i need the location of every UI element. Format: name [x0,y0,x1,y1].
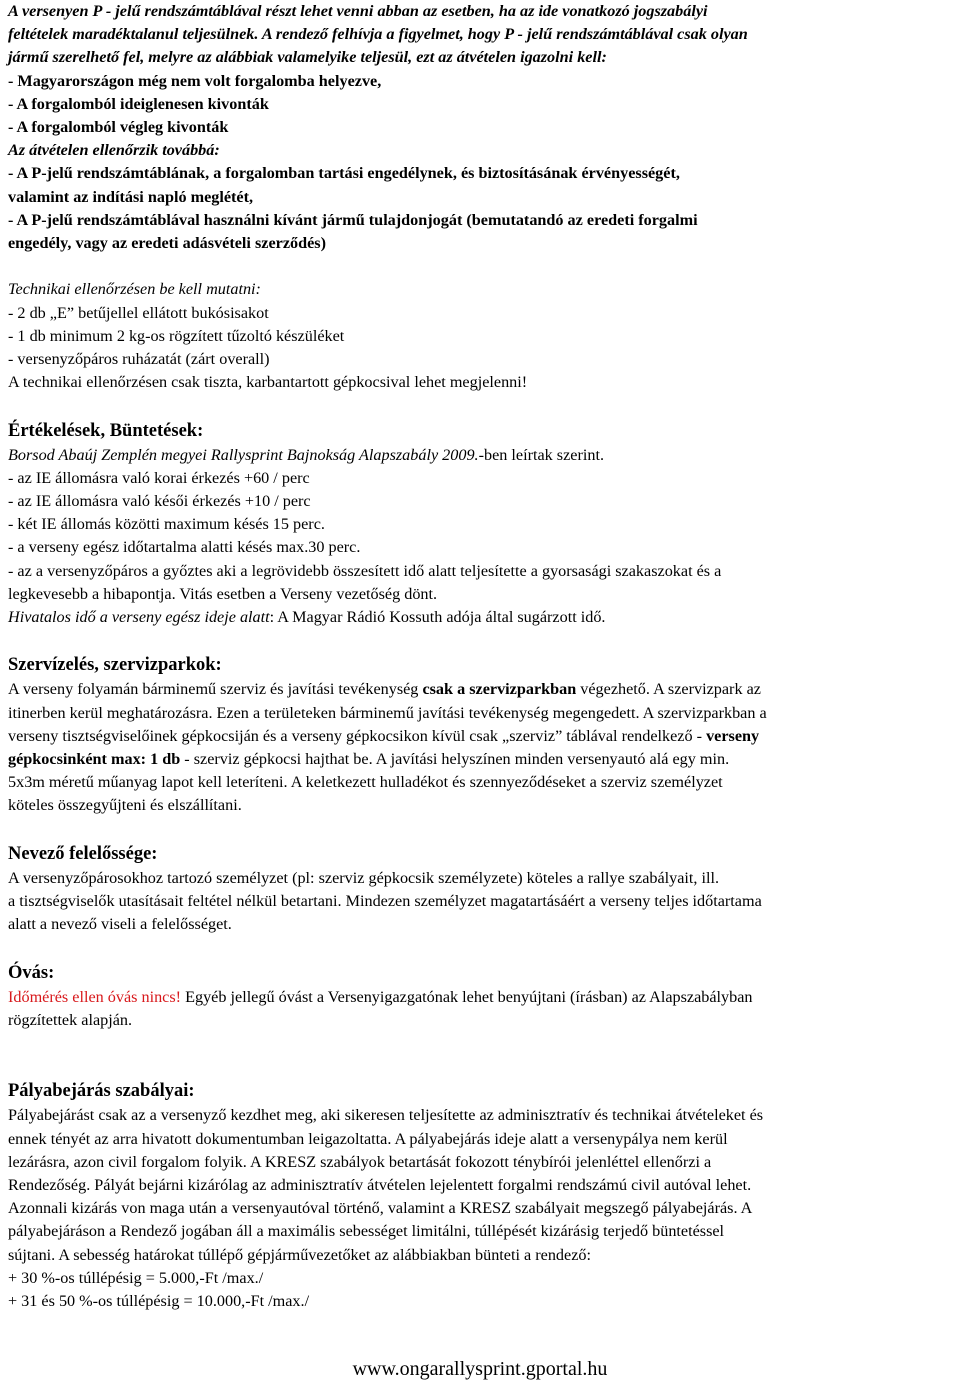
service-text: verseny tisztségviselőinek gépkocsiján és a verseny gépkocsikon kívül csak „szerviz” táblával rendelkező - [8,726,707,745]
technical-line: - 2 db „E” betűjellel ellátott bukósisakot [8,303,269,322]
service-text: végezhető. A szervizpark az [576,680,761,699]
reference-title: Borsod Abaúj Zemplén megyei Rallysprint Bajnokság Alapszabály 2009. [8,445,479,464]
service-text: A verseny folyamán bárminemű szerviz és javítási tevékenység [8,680,423,699]
scoring-line: - az IE állomásra való korai érkezés +60 / perc [8,468,310,487]
service-line [8,678,952,701]
official-time-label: Hivatalos idő a verseny egész ideje alatt [8,608,270,627]
intro-line: - Magyarországon még nem volt forgalomba helyezve, [8,71,382,90]
intro-line: - A P-jelű rendszámtáblával használni kívánt jármű tulajdonjogát (bemutatandó az eredeti forgalmi [8,210,698,229]
service-line [8,748,952,771]
protest-line: rögzítettek alapján. [8,1010,133,1029]
scoring-line: - az a versenyzőpáros a győztes aki a legrövidebb összesített idő alatt teljesítette a gyorsasági szakaszokat és a [8,561,722,580]
protest-text: Egyéb jellegű óvást a Versenyigazgatónak lehet benyújtani (írásban) az Alapszabályban [181,987,753,1006]
scoring-heading: Értékelések, Büntetések: [8,420,204,441]
service-emphasis: csak a szervizparkban [422,680,577,699]
scoring-line: - az IE állomásra való késői érkezés +10 / perc [8,492,311,511]
service-line [8,725,952,748]
entrant-line: a tisztségviselők utasításait feltétel nélkül betartani. Mindezen személyzet magatartásáért a verseny teljes időtartama [8,892,762,911]
recon-section [8,1078,952,1313]
intro-line: - A forgalomból végleg kivonták [8,118,229,137]
recon-line: ennek tényét az arra hivatott dokumentumban leigazoltatta. A pályabejárás ideje alatt a versenypálya nem kerül [8,1129,728,1148]
technical-line: - 1 db minimum 2 kg-os rögzített tűzoltó készüléket [8,326,345,345]
intro-line: Az átvételen ellenőrzik továbbá: [8,141,220,160]
scoring-line: legkevesebb a hibapontja. Vitás esetben a Verseny vezetőség dönt. [8,584,438,603]
technical-section [8,278,952,394]
protest-warning: Időmérés ellen óvás nincs! [8,987,182,1006]
intro-line: valamint az indítási napló meglétét, [8,187,254,206]
scoring-reference [8,444,952,467]
technical-line: - versenyzőpáros ruházatát (zárt overall) [8,350,270,369]
intro-line: A versenyen P - jelű rendszámtáblával részt lehet venni abban az esetben, ha az ide vonatkozó jogszabályi [8,2,708,20]
recon-line: + 31 és 50 %-os túllépésig = 10.000,-Ft /max./ [8,1292,310,1311]
service-line: itinerben kerül meghatározásra. Ezen a területeken bárminemű javítási tevékenység megengedett. A szervizparkban a [8,703,767,722]
intro-line: - A forgalomból ideiglenesen kivonták [8,94,269,113]
intro-section [8,0,952,255]
protest-section [8,960,952,1032]
reference-suffix: -ben leírtak szerint. [478,445,605,464]
recon-line: lezárásra, azon civil forgalom folyik. A KRESZ szabályok betartását fokozott ténybírói jelenléttel ellenőrzi a [8,1152,712,1171]
footer-url[interactable]: www.ongarallysprint.gportal.hu [352,1358,608,1380]
service-line: 5x3m méretű műanyag lapot kell leteríteni. A keletkezett hulladékot és szennyeződéseket a szerviz személyzet [8,773,723,792]
service-line: köteles összegyűjteni és elszállítani. [8,796,242,815]
service-emphasis: verseny [706,726,760,745]
scoring-section [8,418,952,630]
service-section [8,652,952,817]
service-emphasis: gépkocsinként max: 1 db [8,750,181,769]
recon-heading: Pályabejárás szabályai: [8,1081,195,1102]
protest-heading: Óvás: [8,962,55,983]
recon-line: Azonnali kizárás von maga után a versenyautóval történő, valamint a KRESZ szabályait megszegő pályabejárás. A [8,1199,753,1218]
entrant-heading: Nevező felelőssége: [8,843,158,864]
recon-line: sújtani. A sebesség határokat túllépő gépjárművezetőket az alábbiakban bünteti a rendező: [8,1245,591,1264]
entrant-section [8,841,952,937]
technical-title: Technikai ellenőrzésen be kell mutatni: [8,280,261,299]
recon-line: Rendezőség. Pályát bejárni kizárólag az adminisztratív átvételen lejelentett forgalmi rendszámú civil autóval lehet. [8,1176,752,1195]
intro-line: engedély, vagy az eredeti adásvételi szerződés) [8,234,326,253]
service-heading: Szervízelés, szervizparkok: [8,655,222,676]
intro-line: jármű szerelhető fel, melyre az alábbiak valamelyike teljesül, ezt az átvételen igazolni kell: [8,48,607,67]
recon-line: pályabejáráson a Rendező jogában áll a maximális sebességet limitálni, túllépését kizárásig terjedő büntetéssel [8,1222,725,1241]
entrant-line: alatt a nevező viseli a felelősséget. [8,915,232,934]
scoring-line: - két IE állomás közötti maximum késés 15 perc. [8,515,325,534]
recon-line: Pályabejárást csak az a versenyző kezdhet meg, aki sikeresen teljesítette az adminisztratív és technikai átvételeket és [8,1106,764,1125]
service-text: - szerviz gépkocsi hajthat be. A javítási helyszínen minden versenyautó alá egy min. [180,750,730,769]
technical-line: A technikai ellenőrzésen csak tiszta, karbantartott gépkocsival lehet megjelenni! [8,373,528,392]
official-time-value: : A Magyar Rádió Kossuth adója által sugárzott idő. [269,608,606,627]
entrant-line: A versenyzőpárosokhoz tartozó személyzet (pl: szerviz gépkocsik személyzete) köteles a rallye szabályait, ill. [8,868,720,887]
official-time-line [8,606,952,629]
recon-line: + 30 %-os túllépésig = 5.000,-Ft /max./ [8,1268,264,1287]
scoring-line: - a verseny egész időtartalma alatti késés max.30 perc. [8,538,361,557]
intro-line: - A P-jelű rendszámtáblának, a forgalomban tartási engedélynek, és biztosításának érvényességét, [8,164,680,183]
protest-line [8,986,952,1009]
intro-line: feltételek maradéktalanul teljesülnek. A rendező felhívja a figyelmet, hogy P - jelű rendszámtáblával csak olyan [8,25,748,44]
